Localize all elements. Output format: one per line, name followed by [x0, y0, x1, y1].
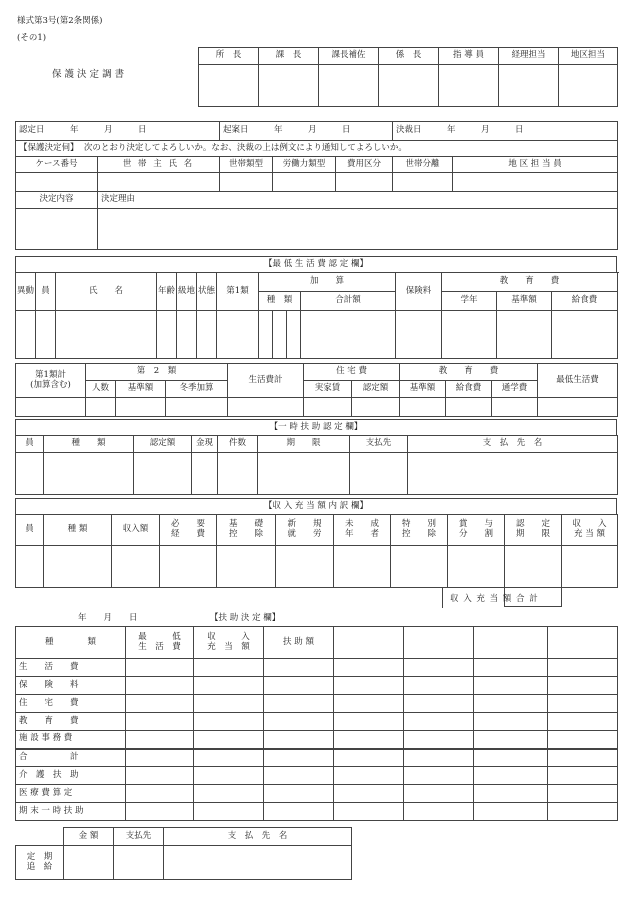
input-cell[interactable] — [448, 546, 505, 588]
input-cell[interactable] — [126, 677, 194, 695]
education-header: 教 育 費 — [442, 273, 618, 292]
input-cell[interactable] — [273, 173, 336, 192]
input-cell[interactable] — [16, 546, 44, 588]
input-cell[interactable] — [44, 453, 134, 495]
input-cell[interactable] — [126, 749, 194, 767]
decision-content-header: 決定内容 — [16, 192, 98, 209]
input-cell[interactable] — [404, 803, 474, 821]
stamp-cell[interactable] — [319, 65, 379, 107]
input-cell[interactable] — [548, 803, 618, 821]
payee-name-header: 支 払 先 名 — [408, 436, 618, 453]
input-cell[interactable] — [334, 713, 404, 731]
aid-row-label: 保 険 料 — [16, 677, 126, 695]
housing-header: 住 宅 費 — [304, 364, 400, 381]
labor-type-header: 労働力類型 — [273, 157, 336, 173]
periodic-table — [15, 827, 352, 880]
status-header: 状態 — [197, 273, 217, 311]
base-amount-header: 基準額 — [400, 381, 446, 398]
input-cell[interactable] — [264, 695, 334, 713]
input-cell[interactable] — [334, 767, 404, 785]
input-cell[interactable] — [16, 453, 44, 495]
input-cell[interactable] — [192, 453, 218, 495]
member-header: 員 — [16, 515, 44, 546]
approval-head: 係 長 — [379, 48, 439, 65]
inquiry-text: 次のとおり決定してよろしいか。なお、決裁の上は例文により通知してよろしいか。 — [83, 142, 407, 153]
input-cell[interactable] — [287, 311, 301, 359]
input-cell[interactable] — [404, 767, 474, 785]
input-cell[interactable] — [166, 398, 228, 417]
income-applied-header: 収 入 充 当 額 — [194, 627, 264, 659]
case-info-table — [15, 121, 618, 250]
input-cell[interactable] — [548, 713, 618, 731]
input-cell[interactable] — [16, 311, 36, 359]
input-cell[interactable] — [36, 311, 56, 359]
input-cell[interactable] — [304, 398, 352, 417]
input-cell[interactable] — [492, 398, 538, 417]
input-cell[interactable] — [404, 677, 474, 695]
input-cell[interactable] — [194, 695, 264, 713]
divider — [442, 588, 443, 608]
member-header: 員 — [36, 273, 56, 311]
district-staff-header: 地 区 担 当 員 — [453, 157, 618, 173]
input-cell[interactable] — [98, 209, 618, 250]
stamp-cell[interactable] — [199, 65, 259, 107]
aid-title: 【扶 助 決 定 欄】 — [210, 613, 281, 623]
input-cell[interactable] — [112, 546, 160, 588]
aid-row-label: 介 護 扶 助 — [16, 767, 126, 785]
input-cell[interactable] — [400, 398, 446, 417]
special-deduction-header: 特 別 控 除 — [391, 515, 448, 546]
input-cell[interactable] — [259, 311, 273, 359]
input-cell[interactable] — [258, 453, 350, 495]
input-cell[interactable] — [548, 749, 618, 767]
input-cell[interactable] — [218, 453, 258, 495]
input-cell[interactable] — [548, 627, 618, 659]
input-cell[interactable] — [552, 311, 618, 359]
type-header: 種 類 — [44, 515, 112, 546]
input-cell[interactable] — [264, 803, 334, 821]
count-header: 件数 — [218, 436, 258, 453]
rent-header: 実家賃 — [304, 381, 352, 398]
input-cell[interactable] — [301, 311, 396, 359]
income-total-label: 収 入 充 当 額 合 計 — [450, 594, 539, 604]
blank-cell — [16, 828, 64, 846]
input-cell[interactable] — [391, 546, 448, 588]
base-amount-header: 基準額 — [497, 292, 552, 311]
income-title: 【収 入 充 当 額 内 訳 欄】 — [15, 498, 617, 515]
aid-amount-header: 扶 助 額 — [264, 627, 334, 659]
input-cell[interactable] — [217, 546, 276, 588]
cost-class-header: 費用区分 — [336, 157, 393, 173]
input-cell[interactable] — [217, 311, 259, 359]
aid-row-label: 施 設 事 務 費 — [16, 731, 126, 749]
input-cell[interactable] — [164, 846, 352, 880]
min-living-table-1 — [15, 272, 618, 359]
input-cell[interactable] — [334, 695, 404, 713]
cash-header: 金現 — [192, 436, 218, 453]
blank-cell — [16, 588, 505, 607]
input-cell[interactable] — [334, 677, 404, 695]
class2-header: 第 2 類 — [86, 364, 228, 381]
aid-row-label: 生 活 費 — [16, 659, 126, 677]
commute-fee-header: 通学費 — [492, 381, 538, 398]
input-cell[interactable] — [194, 677, 264, 695]
aid-row-label: 医 療 費 算 定 — [16, 785, 126, 803]
input-cell[interactable] — [264, 749, 334, 767]
stamp-cell[interactable] — [379, 65, 439, 107]
grade-header: 級地 — [177, 273, 197, 311]
income-applied-header: 収 入 充 当 額 — [562, 515, 618, 546]
input-cell[interactable] — [474, 677, 548, 695]
input-cell[interactable] — [44, 546, 112, 588]
draft-date[interactable]: 起案日 年 月 日 — [220, 122, 393, 141]
type-header: 種 類 — [16, 627, 126, 659]
education2-header: 教 育 費 — [400, 364, 538, 381]
input-cell[interactable] — [276, 546, 334, 588]
min-living-cost-header: 最低生活費 — [538, 364, 618, 398]
input-cell[interactable] — [404, 627, 474, 659]
input-cell[interactable] — [404, 749, 474, 767]
input-cell[interactable] — [264, 767, 334, 785]
householder-header: 世 帯 主 氏 名 — [98, 157, 220, 173]
input-cell[interactable] — [126, 659, 194, 677]
input-cell[interactable] — [264, 785, 334, 803]
input-cell[interactable] — [334, 731, 404, 749]
input-cell[interactable] — [453, 173, 618, 192]
input-cell[interactable] — [228, 398, 304, 417]
input-cell[interactable] — [350, 453, 408, 495]
approval-head: 課長補佐 — [319, 48, 379, 65]
input-cell[interactable] — [126, 695, 194, 713]
stamp-cell[interactable] — [259, 65, 319, 107]
input-cell[interactable] — [442, 311, 497, 359]
necessary-cost-header: 必 要 経 費 — [160, 515, 217, 546]
stamp-cell[interactable] — [559, 65, 618, 107]
class1-header: 第1類 — [217, 273, 259, 311]
input-cell[interactable] — [194, 803, 264, 821]
stamp-cell[interactable] — [499, 65, 559, 107]
input-cell[interactable] — [562, 546, 618, 588]
age-header: 年齢 — [157, 273, 177, 311]
min-living-title: 【最 低 生 活 費 認 定 欄】 — [15, 256, 617, 273]
inquiry-row — [16, 141, 618, 157]
input-cell[interactable] — [334, 803, 404, 821]
input-cell[interactable] — [334, 546, 391, 588]
case-number-header: ケース番号 — [16, 157, 98, 173]
input-cell[interactable] — [56, 311, 157, 359]
approval-head: 地区担当 — [559, 48, 618, 65]
persons-header: 人数 — [86, 381, 116, 398]
input-cell[interactable] — [273, 311, 287, 359]
input-cell[interactable] — [446, 398, 492, 417]
form-number: 様式第3号(第2条関係) — [17, 16, 103, 26]
min-cost-header: 最 低 生 活 費 — [126, 627, 194, 659]
living-total-header: 生活費計 — [228, 364, 304, 398]
insurance-header: 保険料 — [396, 273, 442, 311]
payee-header: 支払先 — [350, 436, 408, 453]
kasan-header: 加 算 — [259, 273, 396, 292]
input-cell[interactable] — [177, 311, 197, 359]
input-cell[interactable] — [548, 695, 618, 713]
input-cell[interactable] — [194, 659, 264, 677]
aid-row-label: 住 宅 費 — [16, 695, 126, 713]
approval-head: 指 導 員 — [439, 48, 499, 65]
decision-reason-header: 決定理由 — [98, 192, 618, 209]
input-cell[interactable] — [474, 627, 548, 659]
lunch-fee-header: 給食費 — [446, 381, 492, 398]
input-cell[interactable] — [474, 731, 548, 749]
aid-row-label: 教 育 費 — [16, 713, 126, 731]
input-cell[interactable] — [264, 731, 334, 749]
new-employment-header: 新 規 就 労 — [276, 515, 334, 546]
payee-header: 支払先 — [114, 828, 164, 846]
input-cell[interactable] — [474, 749, 548, 767]
recognition-date[interactable]: 認定日 年 月 日 — [16, 122, 220, 141]
approval-table — [198, 47, 618, 107]
temp-aid-title: 【一 時 扶 助 認 定 欄】 — [15, 419, 617, 436]
input-cell[interactable] — [404, 713, 474, 731]
approved-amount-header: 認定額 — [134, 436, 192, 453]
input-cell[interactable] — [334, 627, 404, 659]
input-cell[interactable] — [474, 785, 548, 803]
input-cell[interactable] — [336, 173, 393, 192]
input-cell[interactable] — [264, 677, 334, 695]
input-cell[interactable] — [474, 659, 548, 677]
input-cell[interactable] — [116, 398, 166, 417]
input-cell[interactable] — [474, 803, 548, 821]
input-cell[interactable] — [126, 767, 194, 785]
input-cell[interactable] — [220, 173, 273, 192]
type-header: 種 類 — [44, 436, 134, 453]
input-cell[interactable] — [404, 659, 474, 677]
payee-name-header: 支 払 先 名 — [164, 828, 352, 846]
input-cell[interactable] — [404, 731, 474, 749]
input-cell[interactable] — [404, 695, 474, 713]
amount-header: 金 額 — [64, 828, 114, 846]
input-cell[interactable] — [538, 398, 618, 417]
form-sub: (その1) — [17, 33, 47, 43]
input-cell[interactable] — [98, 173, 220, 192]
aid-table — [15, 626, 618, 821]
input-cell[interactable] — [548, 767, 618, 785]
school-year-header: 学年 — [442, 292, 497, 311]
input-cell[interactable] — [134, 453, 192, 495]
input-cell[interactable] — [64, 846, 114, 880]
input-cell[interactable] — [194, 767, 264, 785]
input-cell[interactable] — [126, 713, 194, 731]
input-cell[interactable] — [474, 713, 548, 731]
kasan-total-header: 合計額 — [301, 292, 396, 311]
input-cell[interactable] — [126, 785, 194, 803]
input-cell[interactable] — [474, 767, 548, 785]
class1-total-header: 第1類計 (加算含む) — [16, 364, 86, 398]
input-cell[interactable] — [396, 311, 442, 359]
member-header: 員 — [16, 436, 44, 453]
input-cell[interactable] — [393, 173, 453, 192]
winter-add-header: 冬季加算 — [166, 381, 228, 398]
bonus-split-header: 賞 与 分 割 — [448, 515, 505, 546]
input-cell[interactable] — [334, 749, 404, 767]
minor-header: 未 成 年 者 — [334, 515, 391, 546]
input-cell[interactable] — [194, 731, 264, 749]
min-living-table-2 — [15, 363, 618, 417]
input-cell[interactable] — [474, 695, 548, 713]
ido-header: 異動 — [16, 273, 36, 311]
deadline-header: 期 限 — [258, 436, 350, 453]
input-cell[interactable] — [505, 546, 562, 588]
temp-aid-table — [15, 435, 618, 495]
input-cell[interactable] — [352, 398, 400, 417]
kasan-type-header: 種 類 — [259, 292, 301, 311]
approval-head: 経理担当 — [499, 48, 559, 65]
approval-head: 課 長 — [259, 48, 319, 65]
input-cell[interactable] — [86, 398, 116, 417]
input-cell[interactable] — [548, 659, 618, 677]
input-cell[interactable] — [157, 311, 177, 359]
input-cell[interactable] — [548, 677, 618, 695]
input-cell[interactable] — [160, 546, 217, 588]
input-cell[interactable] — [334, 659, 404, 677]
household-type-header: 世帯類型 — [220, 157, 273, 173]
input-cell[interactable] — [408, 453, 618, 495]
input-cell[interactable] — [548, 731, 618, 749]
input-cell[interactable] — [404, 785, 474, 803]
input-cell[interactable] — [264, 713, 334, 731]
input-cell[interactable] — [197, 311, 217, 359]
input-cell[interactable] — [126, 731, 194, 749]
input-cell[interactable] — [16, 173, 98, 192]
input-cell[interactable] — [334, 785, 404, 803]
page-title: 保 護 決 定 調 書 — [52, 69, 125, 80]
input-cell[interactable] — [16, 209, 98, 250]
aid-date: 年 月 日 — [78, 613, 138, 623]
approved-amount-header: 認定額 — [352, 381, 400, 398]
separation-header: 世帯分離 — [393, 157, 453, 173]
basic-deduction-header: 基 礎 控 除 — [217, 515, 276, 546]
periodic-label: 定 期 追 給 — [16, 846, 64, 880]
aid-row-label: 期 末 一 時 扶 助 — [16, 803, 126, 821]
input-cell[interactable] — [126, 803, 194, 821]
aid-row-label: 合 計 — [16, 749, 126, 767]
decision-date[interactable]: 決裁日 年 月 日 — [393, 122, 618, 141]
stamp-cell[interactable] — [439, 65, 499, 107]
input-cell[interactable] — [194, 713, 264, 731]
input-cell[interactable] — [497, 311, 552, 359]
name-header: 氏 名 — [56, 273, 157, 311]
approval-deadline-header: 認 定 期 限 — [505, 515, 562, 546]
base-amount-header: 基準額 — [116, 381, 166, 398]
input-cell[interactable] — [548, 785, 618, 803]
income-amount-header: 収入額 — [112, 515, 160, 546]
input-cell[interactable] — [114, 846, 164, 880]
input-cell[interactable] — [16, 398, 86, 417]
input-cell[interactable] — [194, 785, 264, 803]
lunch-fee-header: 給食費 — [552, 292, 618, 311]
input-cell[interactable] — [194, 749, 264, 767]
input-cell[interactable] — [264, 659, 334, 677]
inquiry-label: 【保護決定伺】 — [19, 142, 79, 153]
approval-head: 所 長 — [199, 48, 259, 65]
